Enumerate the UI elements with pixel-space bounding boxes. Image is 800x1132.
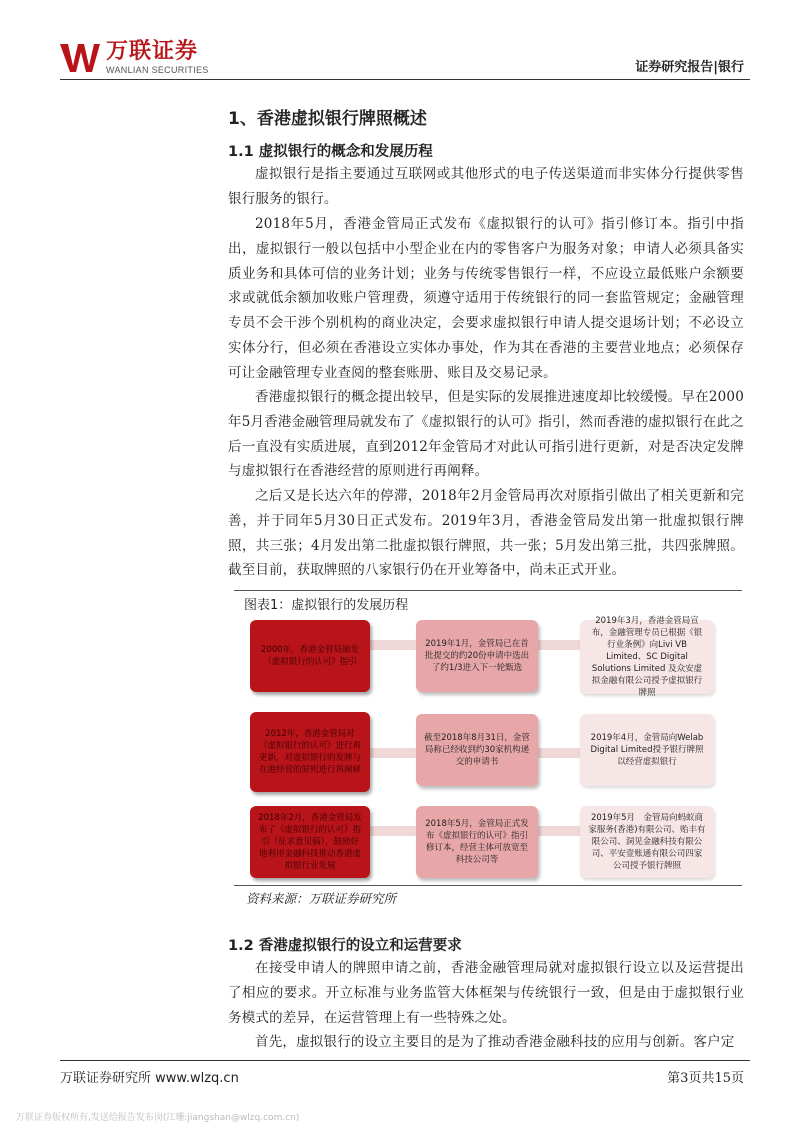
timeline-connector (536, 640, 582, 650)
report-category: 证券研究报告|银行 (635, 60, 744, 75)
page-footer (60, 1060, 750, 1096)
copyright-watermark-line: 万联证券版权所有,发送给报告发布岗(江珊:jiangshan@wlzq.com.cn) (16, 1113, 300, 1123)
timeline-box: 2000年，香港金管局颁发《虚拟银行的认可》指引 (250, 620, 370, 692)
timeline-box: 2018年5月，金管局正式发布《虚拟银行的认可》指引修订本，经营主体可放宽至科技公司等 (416, 806, 538, 878)
logo-english-name: WANLIAN SECURITIES (106, 65, 209, 75)
wanlian-logo-icon (60, 40, 100, 74)
paragraph: 虚拟银行是指主要通过互联网或其他形式的电子传送渠道而非实体分行提供零售银行服务的银行。 (228, 166, 744, 207)
timeline-connector (368, 640, 418, 650)
figure-source: 资料来源：万联证券研究所 (246, 891, 397, 906)
company-logo (60, 40, 209, 75)
figure-title: 图表1：虚拟银行的发展历程 (244, 598, 409, 613)
timeline-box: 2019年3月，香港金管局宣布，金融管理专员已根据《银行业条例》向Livi VB Limited、SC Digital Solutions Limited 及众安虚拟金融有限公司授予虚拟银行牌照 (580, 620, 714, 694)
timeline-connector (368, 826, 418, 836)
timeline-box: 2019年1月，金管局已在首批提交的约20份申请中选出了约1/3进入下一轮甄选 (416, 620, 538, 692)
paragraph: 香港虚拟银行的概念提出较早，但是实际的发展推进速度却比较缓慢。早在2000年5月香港金融管理局就发布了《虚拟银行的认可》指引，然而香港的虚拟银行在此之后一直没有实质进展，直到2012年金管局才对此认可指引进行更新，对是否决定发牌与虚拟银行在香港经营的原则进行再阐释。 (228, 389, 744, 480)
logo-chinese-name: 万联证券 (106, 39, 199, 64)
timeline-connector (368, 748, 418, 758)
subsection-title-1-1: 1.1 虚拟银行的概念和发展历程 (228, 144, 433, 160)
timeline-box: 截至2018年8月31日，金管局称已经收到约30家机构递交的申请书 (416, 714, 538, 786)
paragraph: 在接受申请人的牌照申请之前，香港金融管理局就对虚拟银行设立以及运营提出了相应的要求。开立标准与业务监管大体框架与传统银行一致，但是由于虚拟银行业务模式的差异，在运营管理上有一些特殊之处。 (228, 960, 744, 1026)
timeline-box: 2012年，香港金管局对《虚拟银行的认可》进行再更新，对虚拟银行的发牌与在港经营的原则进行再阐释 (250, 712, 370, 792)
page-header (60, 38, 750, 80)
page-number: 第3页共15页 (667, 1071, 744, 1086)
paragraph: 首先，虚拟银行的设立主要目的是为了推动香港金融科技的应用与创新。客户定 (255, 1034, 735, 1050)
timeline-box: 2019年5月 金管局向蚂蚁商家服务(香港)有限公司、贻丰有限公司、洞见金融科技有限公司、平安壹账通有限公司四家公司授予银行牌照 (580, 806, 714, 878)
paragraph: 2018年5月，香港金管局正式发布《虚拟银行的认可》指引修订本。指引中指出，虚拟银行一般以包括中小型企业在内的零售客户为服务对象；申请人必须具备实质业务和具体可信的业务计划；业务与传统零售银行一样，不应设立最低账户余额要求或就低余额加收账户管理费，须遵守适用于传统银行的同一套监管规定；金融管理专员不会干涉个别机构的商业决定，会要求虚拟银行申请人提交退场计划；不必设立实体分行，但必须在香港设立实体办事处，作为其在香港的主要营业地点；必须保存可让金融管理专业查阅的整套账册、账目及交易记录。 (228, 216, 744, 381)
timeline-box: 2018年2月，香港金管局发布了《虚拟银行的认可》指引（征求意见稿），鼓励好地利用金融科技推动香港虚拟银行业发展 (250, 806, 370, 878)
timeline-connector (536, 826, 582, 836)
timeline-connector (536, 748, 582, 758)
footer-website: 万联证券研究所 www.wlzq.cn (60, 1071, 239, 1086)
subsection-title-1-2: 1.2 香港虚拟银行的设立和运营要求 (228, 938, 462, 954)
paragraph: 之后又是长达六年的停滞，2018年2月金管局再次对原指引做出了相关更新和完善，并于同年5月30日正式发布。2019年3月，香港金管局发出第一批虚拟银行牌照，共三张；4月发出第二批虚拟银行牌照，共一张；5月发出第三批，共四张牌照。截至目前，获取牌照的八家银行仍在开业筹备中，尚未正式开业。 (228, 488, 744, 579)
timeline-box: 2019年4月，金管局向Welab Digital Limited授予银行牌照以经营虚拟银行 (580, 714, 714, 786)
section-title: 1、香港虚拟银行牌照概述 (228, 109, 427, 129)
